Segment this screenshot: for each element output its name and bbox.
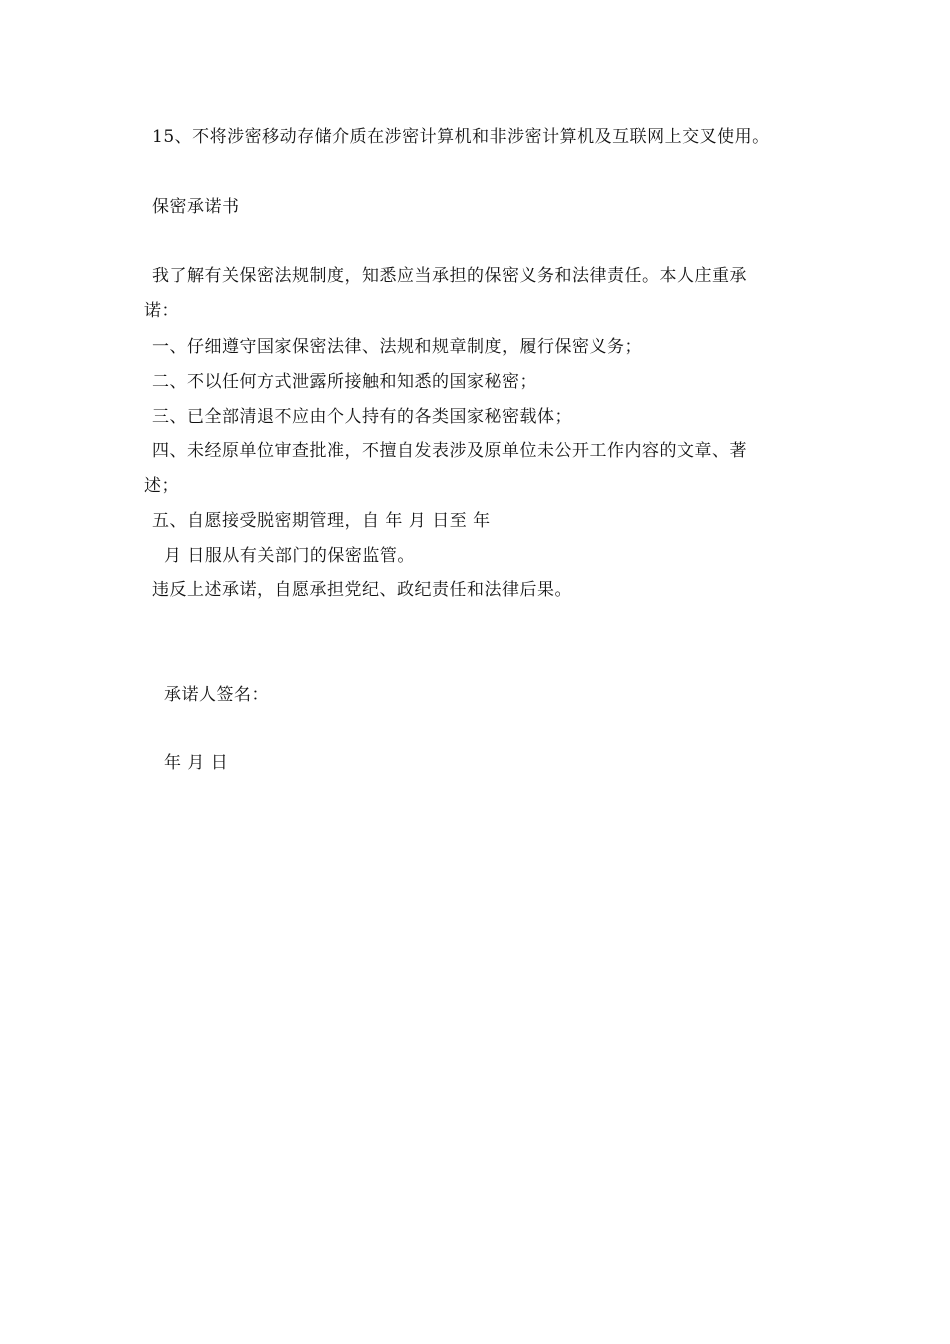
intro-line-1: 我了解有关保密法规制度，知悉应当承担的保密义务和法律责任。本人庄重承 — [152, 266, 747, 286]
signature-label: 承诺人签名： — [164, 685, 269, 705]
date-label: 年 月 日 — [164, 753, 229, 773]
violation-statement: 违反上述承诺，自愿承担党纪、政纪责任和法律后果。 — [152, 580, 572, 600]
item-15: 15、不将涉密移动存储介质在涉密计算机和非涉密计算机及互联网上交叉使用。 — [152, 127, 770, 147]
intro-line-2: 诺： — [144, 301, 179, 321]
clause-4-line-2: 述； — [144, 476, 179, 496]
clause-1: 一、仔细遵守国家保密法律、法规和规章制度，履行保密义务； — [152, 337, 642, 357]
clause-2: 二、不以任何方式泄露所接触和知悉的国家秘密； — [152, 372, 537, 392]
clause-5-line-2: 月 日服从有关部门的保密监管。 — [164, 546, 415, 566]
clause-5-line-1: 五、自愿接受脱密期管理，自 年 月 日至 年 — [152, 511, 491, 531]
clause-4-line-1: 四、未经原单位审查批准，不擅自发表涉及原单位未公开工作内容的文章、著 — [152, 441, 747, 461]
clause-3: 三、已全部清退不应由个人持有的各类国家秘密载体； — [152, 407, 572, 427]
document-title: 保密承诺书 — [152, 197, 240, 217]
